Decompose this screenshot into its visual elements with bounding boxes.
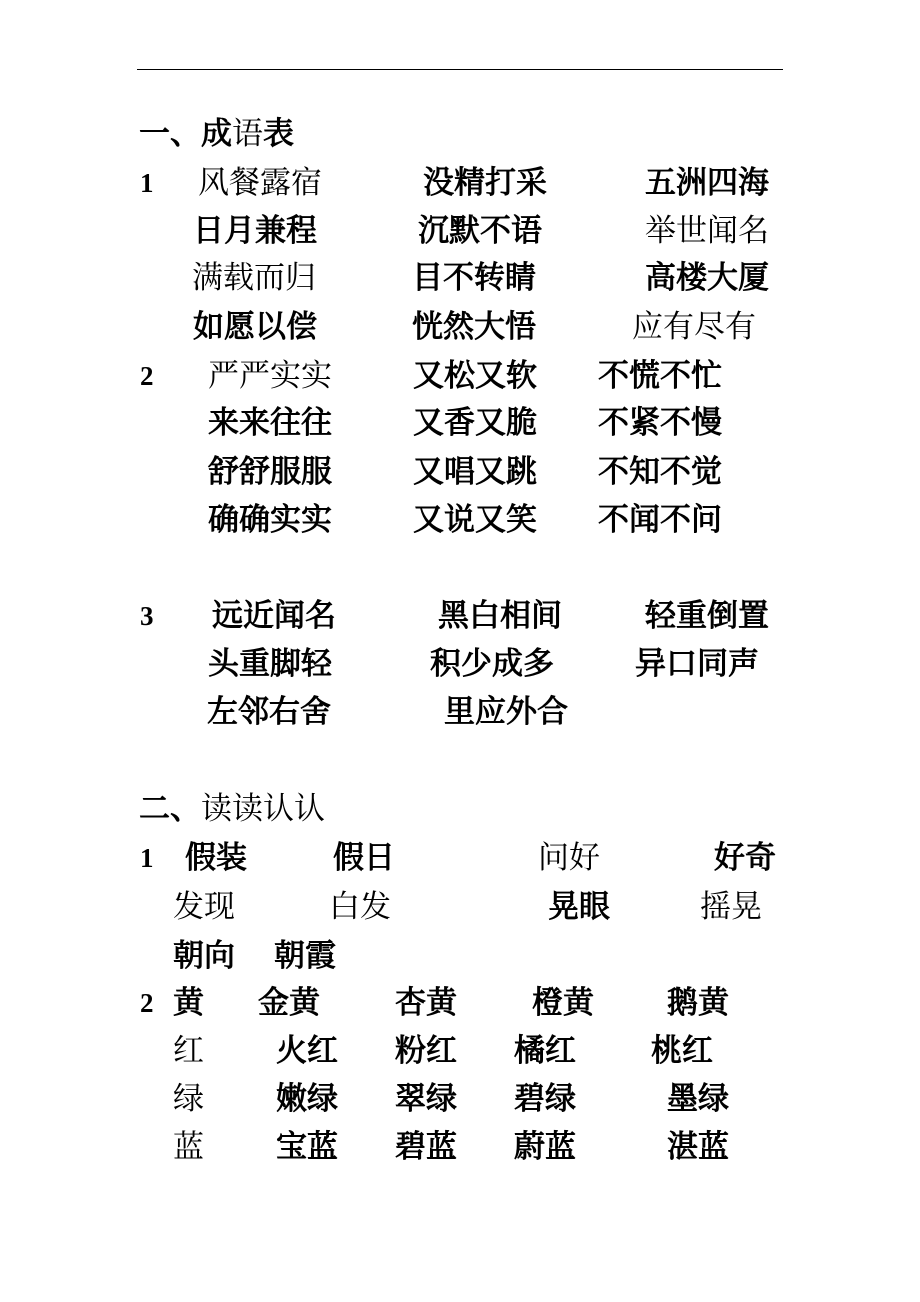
word-item: 假装 [185, 840, 247, 876]
color-word: 鹅黄 [667, 985, 729, 1021]
idiom-item: 目不转睛 [412, 260, 536, 296]
color-word: 橙黄 [532, 985, 594, 1021]
word-item: 假日 [333, 840, 395, 876]
group-number: 1 [140, 843, 154, 873]
color-word: 黄 [173, 985, 204, 1021]
section-1-heading [139, 116, 294, 152]
idiom-item: 沉默不语 [418, 213, 542, 249]
idiom-item: 满载而归 [192, 260, 316, 296]
idiom-item: 不闻不问 [598, 502, 722, 538]
idiom-item: 不知不觉 [598, 454, 722, 490]
color-word: 红 [173, 1033, 204, 1069]
idiom-item: 恍然大悟 [412, 309, 536, 345]
color-word: 翠绿 [395, 1081, 457, 1117]
idiom-item: 远近闻名 [212, 598, 336, 634]
group-number: 2 [140, 988, 154, 1018]
idiom-item: 又唱又跳 [413, 454, 537, 490]
idiom-item: 异口同声 [635, 646, 759, 682]
color-word: 墨绿 [667, 1081, 729, 1117]
group-number: 1 [140, 168, 154, 198]
color-word: 蓝 [173, 1129, 204, 1165]
section-1-heading-mid: 语 [232, 116, 263, 152]
idiom-item: 不紧不慢 [598, 405, 722, 441]
header-rule [137, 69, 783, 70]
section-2-heading [139, 791, 325, 827]
color-word: 湛蓝 [667, 1129, 729, 1165]
color-word: 蔚蓝 [514, 1129, 576, 1165]
word-item: 好奇 [714, 840, 776, 876]
word-item: 白发 [329, 889, 391, 925]
word-item: 朝霞 [274, 938, 336, 974]
idiom-item: 又松又软 [413, 358, 537, 394]
group-number: 2 [140, 361, 154, 391]
idiom-item: 确确实实 [208, 502, 332, 538]
color-word: 嫩绿 [276, 1081, 338, 1117]
idiom-item: 没精打采 [423, 165, 547, 201]
idiom-item: 左邻右舍 [207, 694, 331, 730]
group-number: 3 [140, 601, 154, 631]
idiom-item: 舒舒服服 [208, 454, 332, 490]
idiom-item: 风餐露宿 [198, 165, 322, 201]
idiom-item: 应有尽有 [632, 309, 756, 345]
idiom-item: 又香又脆 [413, 405, 537, 441]
section-2-heading-rest: 读读认认 [201, 791, 325, 827]
color-word: 橘红 [514, 1033, 576, 1069]
idiom-item: 高楼大厦 [645, 260, 769, 296]
idiom-item: 又说又笑 [413, 502, 537, 538]
idiom-item: 日月兼程 [193, 213, 317, 249]
color-word: 杏黄 [395, 985, 457, 1021]
idiom-item: 积少成多 [430, 646, 554, 682]
idiom-item: 五洲四海 [645, 165, 769, 201]
idiom-item: 里应外合 [444, 694, 568, 730]
color-word: 碧绿 [514, 1081, 576, 1117]
color-word: 碧蓝 [395, 1129, 457, 1165]
idiom-item: 如愿以偿 [193, 309, 317, 345]
section-2-heading-prefix: 二、 [139, 791, 201, 827]
word-item: 问好 [538, 840, 600, 876]
idiom-item: 不慌不忙 [598, 358, 722, 394]
color-word: 粉红 [395, 1033, 457, 1069]
word-item: 朝向 [173, 938, 235, 974]
color-word: 绿 [173, 1081, 204, 1117]
section-1-heading-prefix: 一、成 [139, 116, 232, 152]
idiom-item: 头重脚轻 [208, 646, 332, 682]
color-word: 宝蓝 [276, 1129, 338, 1165]
word-item: 晃眼 [548, 889, 610, 925]
color-word: 金黄 [258, 985, 320, 1021]
color-word: 桃红 [651, 1033, 713, 1069]
section-1-heading-suffix: 表 [263, 116, 294, 152]
color-word: 火红 [276, 1033, 338, 1069]
idiom-item: 举世闻名 [645, 213, 769, 249]
idiom-item: 严严实实 [208, 358, 332, 394]
word-item: 摇晃 [700, 889, 762, 925]
idiom-item: 轻重倒置 [645, 598, 769, 634]
idiom-item: 来来往往 [208, 405, 332, 441]
word-item: 发现 [173, 889, 235, 925]
idiom-item: 黑白相间 [438, 598, 562, 634]
